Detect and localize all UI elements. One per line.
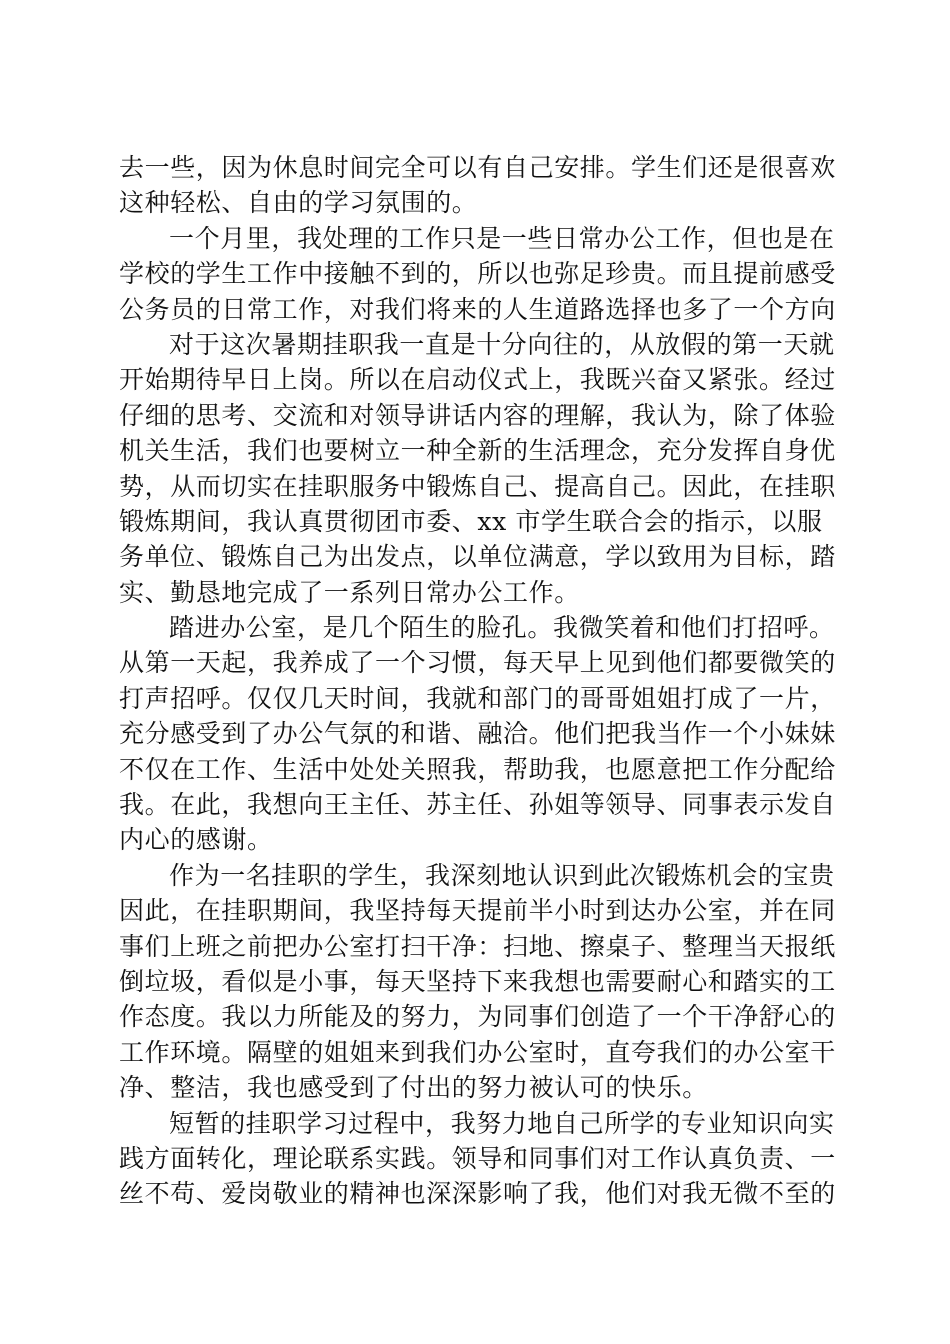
text-line: 作为一名挂职的学生，我深刻地认识到此次锻炼机会的宝贵: [169, 860, 835, 890]
text-line: 因此，在挂职期间，我坚持每天提前半小时到达办公室，并在同: [119, 896, 836, 926]
text-line: 实、勤恳地完成了一系列日常办公工作。: [119, 577, 580, 607]
text-line: 充分感受到了办公气氛的和谐、融洽。他们把我当作一个小妹妹: [119, 719, 836, 749]
text-line: 对于这次暑期挂职我一直是十分向往的，从放假的第一天就: [169, 329, 835, 359]
text-line: 去一些，因为休息时间完全可以有自己安排。学生们还是很喜欢: [119, 153, 836, 182]
text-line: 打声招呼。仅仅几天时间，我就和部门的哥哥姐姐打成了一片，: [119, 683, 836, 713]
text-line: 净、整洁，我也感受到了付出的努力被认可的快乐。: [119, 1073, 708, 1103]
text-line: 倒垃圾，看似是小事，每天坚持下来我想也需要耐心和踏实的工: [119, 966, 836, 996]
text-line: 工作环境。隔壁的姐姐来到我们办公室时，直夸我们的办公室干: [119, 1037, 836, 1067]
text-line: 势，从而切实在挂职服务中锻炼自己、提高自己。因此，在挂职: [119, 471, 836, 501]
text-line: 机关生活，我们也要树立一种全新的生活理念，充分发挥自身优: [119, 436, 836, 466]
text-line: 作态度。我以力所能及的努力，为同事们创造了一个干净舒心的: [119, 1002, 836, 1032]
text-line: 务单位、锻炼自己为出发点，以单位满意，学以致用为目标，踏: [119, 542, 836, 572]
text-line: 公务员的日常工作，对我们将来的人生道路选择也多了一个方向: [119, 294, 836, 324]
text-line: 学校的学生工作中接触不到的，所以也弥足珍贵。而且提前感受: [119, 259, 836, 289]
text-line: 开始期待早日上岗。所以在启动仪式上，我既兴奋又紧张。经过: [119, 365, 836, 395]
text-line: 践方面转化，理论联系实践。领导和同事们对工作认真负责、一: [119, 1143, 836, 1173]
text-line: 锻炼期间，我认真贯彻团市委、xx 市学生联合会的指示，以服: [119, 506, 823, 536]
text-line: 丝不苟、爱岗敬业的精神也深深影响了我，他们对我无微不至的: [119, 1179, 836, 1209]
text-line: 短暂的挂职学习过程中，我努力地自己所学的专业知识向实: [169, 1108, 835, 1138]
text-line: 从第一天起，我养成了一个习惯，每天早上见到他们都要微笑的: [119, 648, 836, 678]
body-text: [119, 150, 835, 1212]
text-line: 仔细的思考、交流和对领导讲话内容的理解，我认为，除了体验: [119, 400, 836, 430]
text-line: 踏进办公室，是几个陌生的脸孔。我微笑着和他们打招呼。: [169, 613, 835, 643]
text-line: 内心的感谢。: [119, 825, 273, 855]
text-line: 这种轻松、自由的学习氛围的。: [119, 188, 478, 218]
text-line: 我。在此，我想向王主任、苏主任、孙姐等领导、同事表示发自: [119, 790, 836, 820]
text-line: 事们上班之前把办公室打扫干净：扫地、擦桌子、整理当天报纸: [119, 931, 836, 961]
text-line: 不仅在工作、生活中处处关照我，帮助我，也愿意把工作分配给: [119, 754, 836, 784]
text-line: 一个月里，我处理的工作只是一些日常办公工作，但也是在: [169, 223, 835, 253]
